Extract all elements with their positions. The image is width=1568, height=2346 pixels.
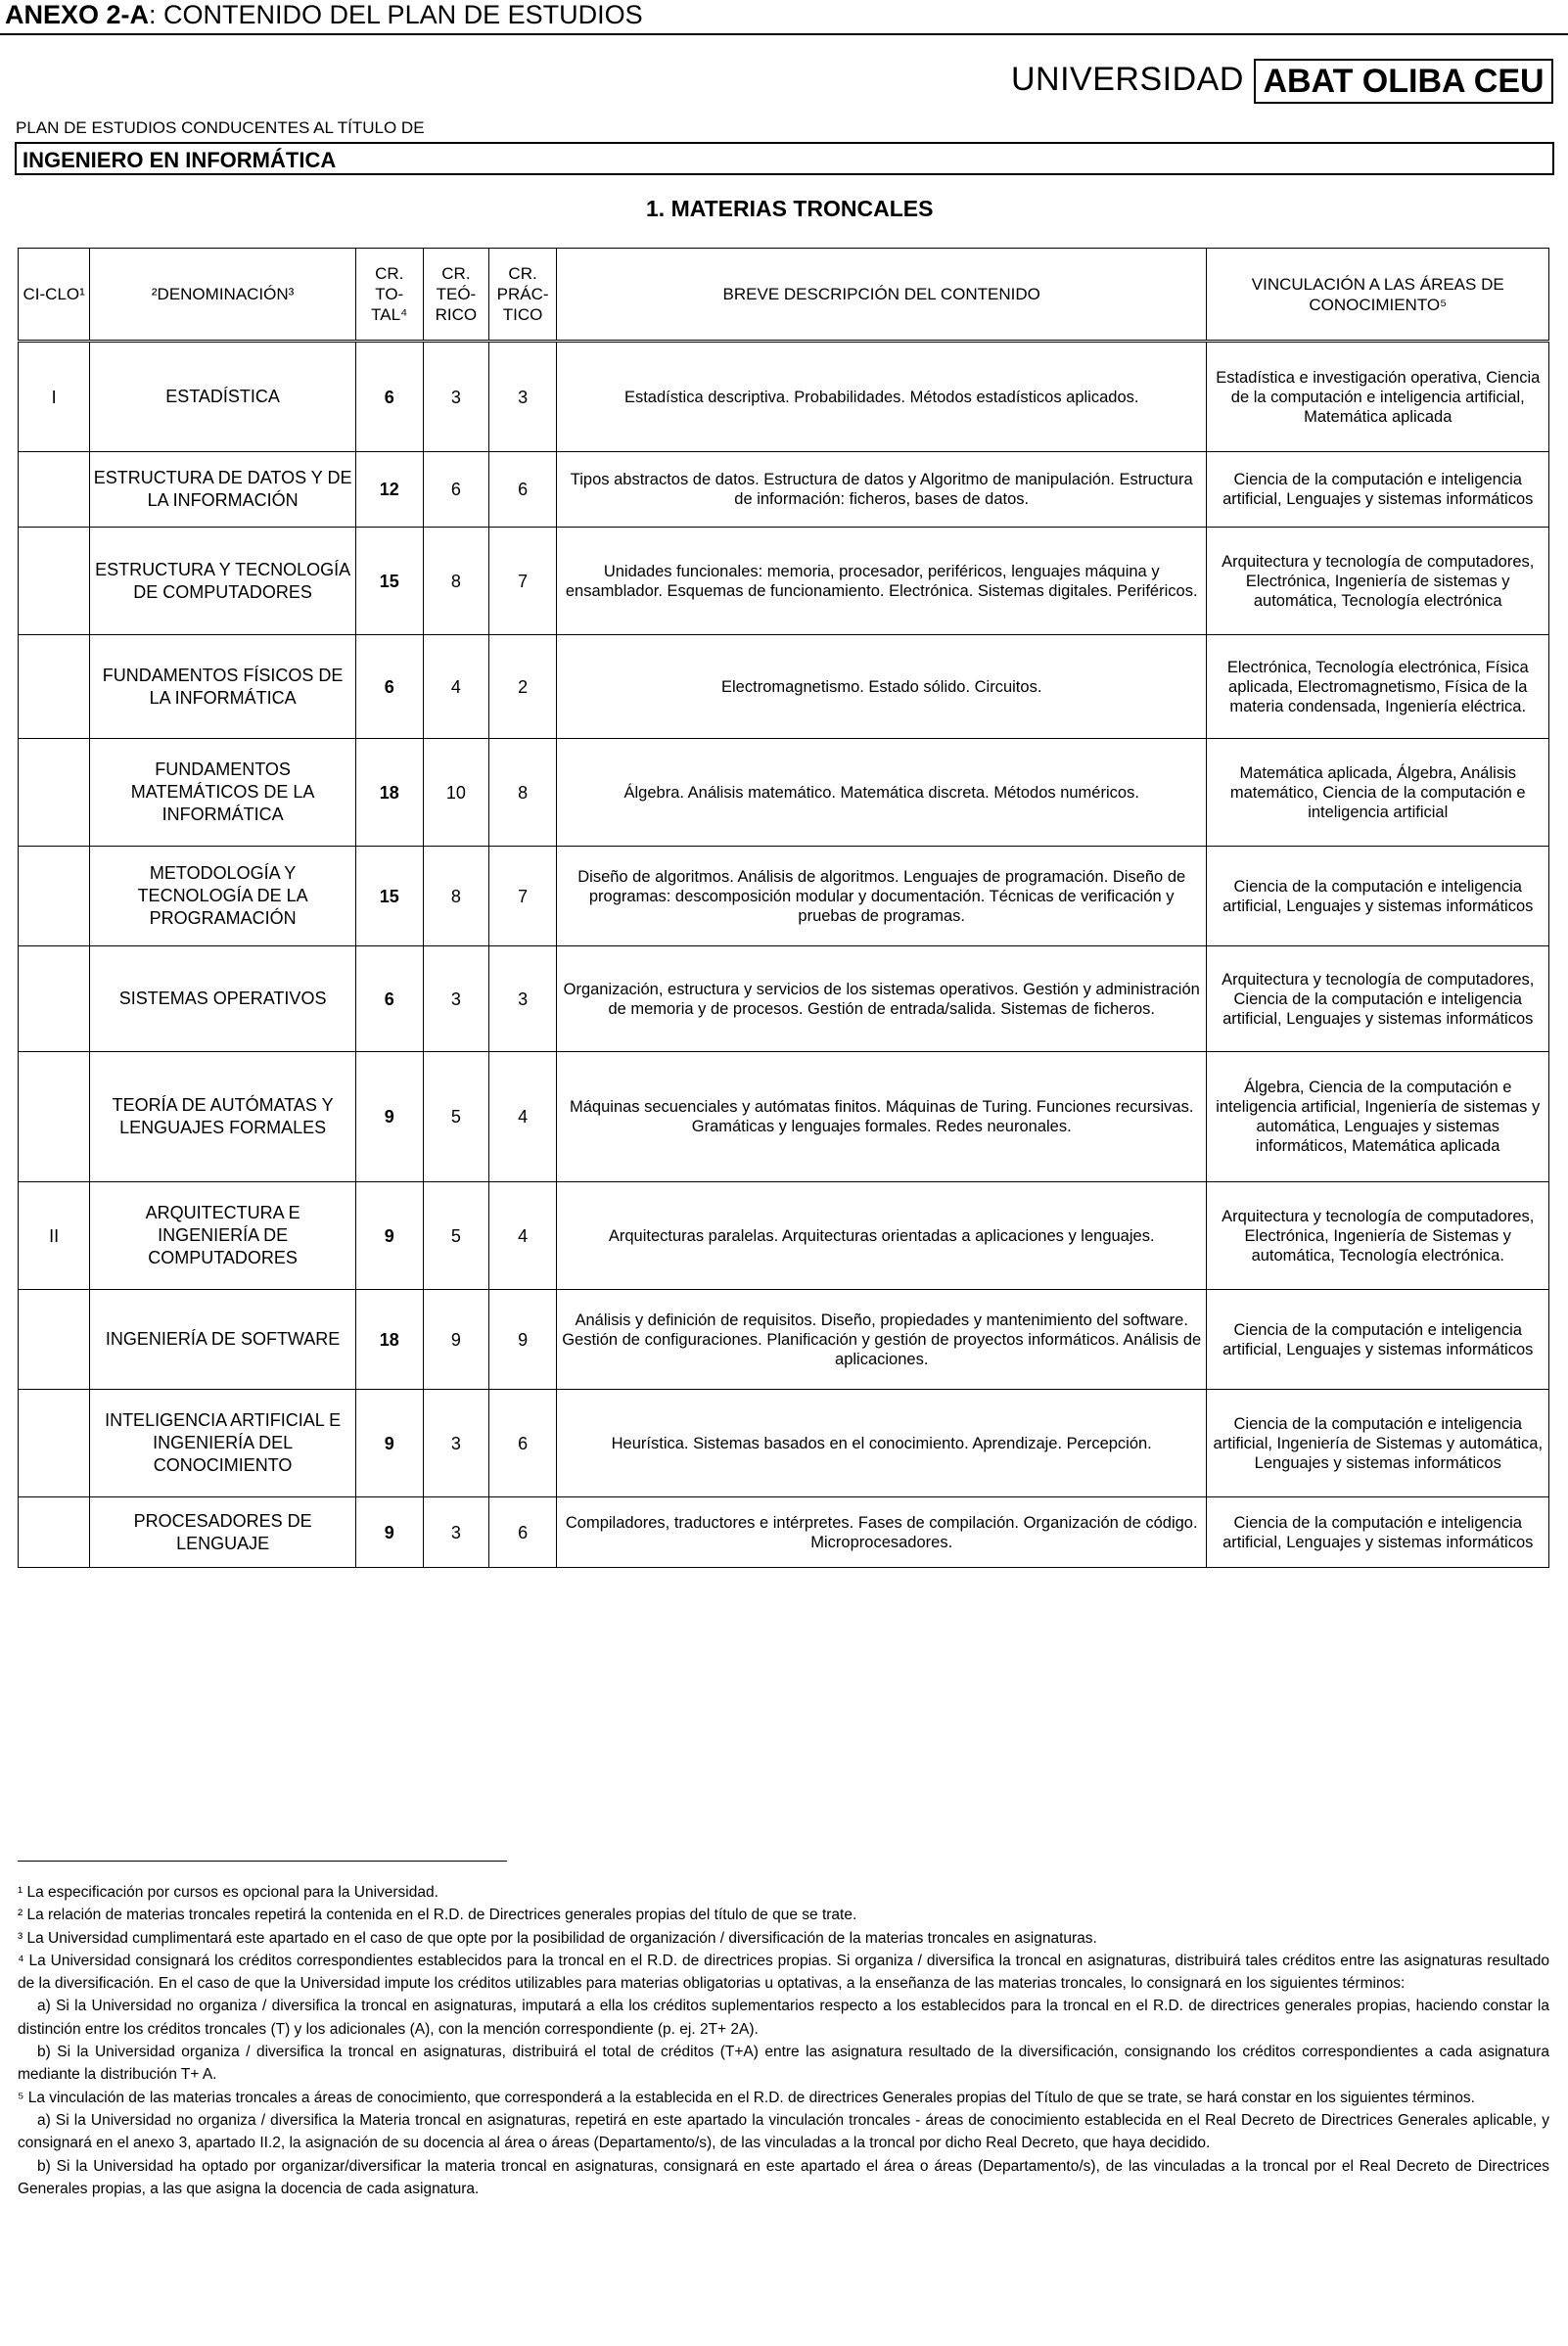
table-cell-vinculacion: Álgebra, Ciencia de la computación e inteligencia artificial, Ingeniería de sistemas y automática, Lenguajes y sistemas informáticos, Matemática aplicada (1207, 1052, 1549, 1182)
table-cell-cr-practico: 8 (489, 739, 557, 847)
table-cell-denominacion: METODOLOGÍA Y TECNOLOGÍA DE LA PROGRAMACIÓN (90, 847, 356, 946)
table-cell-vinculacion: Arquitectura y tecnología de computadores, Electrónica, Ingeniería de Sistemas y automática, Tecnología electrónica. (1207, 1182, 1549, 1290)
table-cell-cr-practico: 6 (489, 452, 557, 528)
footnote-4b: b) Si la Universidad organiza / diversifica la troncal en asignaturas, distribuirá el total de créditos (T+A) entre las asignatura resultado de la diversificación, consignando los créditos correspondientes a cada asignatura mediante la distribución T+ A. (18, 2044, 1549, 2084)
table-cell-descripcion: Estadística descriptiva. Probabilidades. Métodos estadísticos aplicados. (556, 342, 1207, 452)
table-cell-cr-practico: 3 (489, 946, 557, 1052)
footnote-5b: b) Si la Universidad ha optado por organizar/diversificar la materia troncal en asignaturas, consignará en este apartado el área o áreas (Departamento/s), de las vinculadas a la troncal por el Real Decreto de Directrices Generales propias, a las que asigna la docencia de cada asignatura. (18, 2157, 1549, 2197)
table-cell-ciclo (19, 1290, 90, 1390)
table-cell-ciclo (19, 1052, 90, 1182)
table-cell-cr-total: 9 (355, 1182, 423, 1290)
footnote-4a: a) Si la Universidad no organiza / diversifica la troncal en asignaturas, imputará a ella los créditos suplementarios respecto a los establecidos para la troncal en el R.D. de directrices generales propias, haciendo constar la distinción entre los créditos troncales (T) y los adicionales (A), con la mención correspondiente (p. ej. 2T+ 2A). (18, 1998, 1549, 2038)
annex-label: ANEXO 2-A (5, 0, 150, 29)
col-header-cr-practico: CR. PRÁC-TICO (489, 249, 557, 342)
col-header-cr-total: CR. TO-TAL⁴ (355, 249, 423, 342)
table-cell-cr-total: 9 (355, 1390, 423, 1497)
table-cell-cr-total: 15 (355, 847, 423, 946)
table-cell-cr-total: 9 (355, 1052, 423, 1182)
table-row (19, 739, 1549, 847)
table-cell-vinculacion: Arquitectura y tecnología de computadores, Ciencia de la computación e inteligencia artificial, Lenguajes y sistemas informáticos (1207, 946, 1549, 1052)
table-row (19, 1052, 1549, 1182)
table-cell-denominacion: ESTRUCTURA DE DATOS Y DE LA INFORMACIÓN (90, 452, 356, 528)
table-cell-descripcion: Electromagnetismo. Estado sólido. Circuitos. (556, 635, 1207, 739)
table-cell-cr-practico: 4 (489, 1182, 557, 1290)
table-cell-denominacion: INTELIGENCIA ARTIFICIAL E INGENIERÍA DEL CONOCIMIENTO (90, 1390, 356, 1497)
table-cell-ciclo (19, 1390, 90, 1497)
table-cell-vinculacion: Matemática aplicada, Álgebra, Análisis matemático, Ciencia de la computación e inteligencia artificial (1207, 739, 1549, 847)
table-cell-descripcion: Máquinas secuenciales y autómatas finitos. Máquinas de Turing. Funciones recursivas. Gramáticas y lenguajes formales. Redes neuronales. (556, 1052, 1207, 1182)
table-cell-vinculacion: Electrónica, Tecnología electrónica, Física aplicada, Electromagnetismo, Física de la materia condensada, Ingeniería eléctrica. (1207, 635, 1549, 739)
col-header-ciclo: CI-CLO¹ (19, 249, 90, 342)
table-cell-descripcion: Unidades funcionales: memoria, procesador, periféricos, lenguajes máquina y ensamblador. Esquemas de funcionamiento. Electrónica. Sistemas digitales. Periféricos. (556, 528, 1207, 635)
table-cell-cr-teorico: 9 (423, 1290, 489, 1390)
table-row (19, 635, 1549, 739)
table-row (19, 847, 1549, 946)
table-cell-cr-teorico: 3 (423, 1497, 489, 1568)
table-row (19, 452, 1549, 528)
table-cell-denominacion: TEORÍA DE AUTÓMATAS Y LENGUAJES FORMALES (90, 1052, 356, 1182)
table-cell-denominacion: FUNDAMENTOS FÍSICOS DE LA INFORMÁTICA (90, 635, 356, 739)
table-cell-denominacion: PROCESADORES DE LENGUAJE (90, 1497, 356, 1568)
table-cell-denominacion: INGENIERÍA DE SOFTWARE (90, 1290, 356, 1390)
table-cell-cr-practico: 6 (489, 1497, 557, 1568)
table-cell-cr-total: 6 (355, 635, 423, 739)
footnote-4: ⁴ La Universidad consignará los créditos correspondientes establecidos para la troncal en el R.D. de directrices propias. Si organiza / diversifica la troncal en asignaturas, distribuirá tales créditos entre las asignaturas resultado de la diversificación. En el caso de que la Universidad impute los créditos utilizables para materias obligatorias u optativas, a la enseñanza de las materias troncales, lo consignará en los siguientes términos: (18, 1952, 1549, 1993)
table-cell-cr-teorico: 5 (423, 1182, 489, 1290)
table-cell-ciclo (19, 739, 90, 847)
table-cell-ciclo (19, 528, 90, 635)
table-cell-cr-total: 6 (355, 946, 423, 1052)
col-header-vinculacion: VINCULACIÓN A LAS ÁREAS DE CONOCIMIENTO⁵ (1207, 249, 1549, 342)
annex-title: : CONTENIDO DEL PLAN DE ESTUDIOS (149, 0, 643, 29)
table-cell-cr-teorico: 8 (423, 847, 489, 946)
table-cell-cr-practico: 3 (489, 342, 557, 452)
table-cell-denominacion: SISTEMAS OPERATIVOS (90, 946, 356, 1052)
table-cell-cr-practico: 6 (489, 1390, 557, 1497)
table-cell-ciclo (19, 847, 90, 946)
table-cell-ciclo (19, 635, 90, 739)
footnote-rule (18, 1861, 507, 1862)
col-header-descripcion: BREVE DESCRIPCIÓN DEL CONTENIDO (556, 249, 1207, 342)
table-row (19, 946, 1549, 1052)
degree-title: INGENIERO EN INFORMÁTICA (15, 142, 1554, 175)
table-cell-descripcion: Diseño de algoritmos. Análisis de algoritmos. Lenguajes de programación. Diseño de programas: descomposición modular y documentación. Técnicas de verificación y pruebas de programas. (556, 847, 1207, 946)
table-cell-cr-total: 9 (355, 1497, 423, 1568)
footnote-5a: a) Si la Universidad no organiza / diversifica la Materia troncal en asignaturas, repetirá en este apartado la vinculación troncales - áreas de conocimiento establecida en el Real Decreto de Directrices Generales aplicable, y consignará en el anexo 3, apartado II.2, la asignación de su docencia al área o áreas (Departamento/s), de las vinculadas a la troncal por dicho Real Decreto, que haya decidido. (18, 2111, 1549, 2152)
table-cell-vinculacion: Ciencia de la computación e inteligencia artificial, Lenguajes y sistemas informáticos (1207, 847, 1549, 946)
col-header-cr-teorico: CR. TEÓ-RICO (423, 249, 489, 342)
table-row (19, 1390, 1549, 1497)
table-cell-vinculacion: Estadística e investigación operativa, Ciencia de la computación e inteligencia artificial, Matemática aplicada (1207, 342, 1549, 452)
table-cell-descripcion: Tipos abstractos de datos. Estructura de datos y Algoritmo de manipulación. Estructura de información: ficheros, bases de datos. (556, 452, 1207, 528)
table-cell-cr-total: 18 (355, 739, 423, 847)
footnote-3: ³ La Universidad cumplimentará este apartado en el caso de que opte por la posibilidad de organización / diversificación de la materias troncales en asignaturas. (18, 1929, 1097, 1947)
table-cell-cr-practico: 7 (489, 528, 557, 635)
table-cell-descripcion: Heurística. Sistemas basados en el conocimiento. Aprendizaje. Percepción. (556, 1390, 1207, 1497)
table-cell-descripcion: Álgebra. Análisis matemático. Matemática discreta. Métodos numéricos. (556, 739, 1207, 847)
table-row (19, 1290, 1549, 1390)
table-cell-denominacion: ESTADÍSTICA (90, 342, 356, 452)
table-cell-cr-teorico: 8 (423, 528, 489, 635)
table-cell-vinculacion: Arquitectura y tecnología de computadores, Electrónica, Ingeniería de sistemas y automática, Tecnología electrónica (1207, 528, 1549, 635)
table-cell-vinculacion: Ciencia de la computación e inteligencia artificial, Lenguajes y sistemas informáticos (1207, 1497, 1549, 1568)
table-cell-cr-teorico: 3 (423, 342, 489, 452)
table-cell-descripcion: Compiladores, traductores e intérpretes. Fases de compilación. Organización de código. Microprocesadores. (556, 1497, 1207, 1568)
table-cell-cr-practico: 4 (489, 1052, 557, 1182)
table-header-row (19, 249, 1549, 342)
table-cell-denominacion: ARQUITECTURA E INGENIERÍA DE COMPUTADORES (90, 1182, 356, 1290)
table-cell-descripcion: Organización, estructura y servicios de los sistemas operativos. Gestión y administración de memoria y de procesos. Gestión de entrada/salida. Sistemas de ficheros. (556, 946, 1207, 1052)
table-cell-cr-practico: 9 (489, 1290, 557, 1390)
annex-heading (5, 0, 643, 29)
table-cell-cr-teorico: 3 (423, 946, 489, 1052)
footnotes (18, 1881, 1549, 2200)
table-cell-cr-total: 15 (355, 528, 423, 635)
table-cell-cr-teorico: 6 (423, 452, 489, 528)
table-cell-vinculacion: Ciencia de la computación e inteligencia artificial, Lenguajes y sistemas informáticos (1207, 452, 1549, 528)
table-cell-cr-total: 18 (355, 1290, 423, 1390)
table-cell-ciclo (19, 1497, 90, 1568)
table-cell-descripcion: Análisis y definición de requisitos. Diseño, propiedades y mantenimiento del software. Gestión de configuraciones. Planificación y gestión de proyectos informáticos. Análisis de aplicaciones. (556, 1290, 1207, 1390)
table-row (19, 342, 1549, 452)
table-row (19, 1182, 1549, 1290)
table-cell-ciclo (19, 452, 90, 528)
table-cell-descripcion: Arquitecturas paralelas. Arquitecturas orientadas a aplicaciones y lenguajes. (556, 1182, 1207, 1290)
table-cell-cr-total: 12 (355, 452, 423, 528)
table-cell-vinculacion: Ciencia de la computación e inteligencia artificial, Lenguajes y sistemas informáticos (1207, 1290, 1549, 1390)
table-cell-ciclo: II (19, 1182, 90, 1290)
footnote-2: ² La relación de materias troncales repetirá la contenida en el R.D. de Directrices generales propias del título de que se trate. (18, 1907, 857, 1924)
section-title: 1. MATERIAS TRONCALES (646, 196, 934, 221)
table-row (19, 1497, 1549, 1568)
col-header-denominacion: ²DENOMINACIÓN³ (90, 249, 356, 342)
table-cell-cr-teorico: 10 (423, 739, 489, 847)
table-cell-cr-teorico: 5 (423, 1052, 489, 1182)
table-cell-denominacion: FUNDAMENTOS MATEMÁTICOS DE LA INFORMÁTICA (90, 739, 356, 847)
university-name: ABAT OLIBA CEU (1254, 59, 1553, 104)
table-cell-ciclo: I (19, 342, 90, 452)
table-cell-cr-practico: 2 (489, 635, 557, 739)
table-row (19, 528, 1549, 635)
university-word: UNIVERSIDAD (1011, 61, 1244, 98)
table-cell-cr-teorico: 3 (423, 1390, 489, 1497)
table-cell-cr-practico: 7 (489, 847, 557, 946)
table-cell-vinculacion: Ciencia de la computación e inteligencia artificial, Ingeniería de Sistemas y automática, Lenguajes y sistemas informáticos (1207, 1390, 1549, 1497)
footnote-1: ¹ La especificación por cursos es opcional para la Universidad. (18, 1884, 438, 1901)
table-cell-cr-total: 6 (355, 342, 423, 452)
table-cell-denominacion: ESTRUCTURA Y TECNOLOGÍA DE COMPUTADORES (90, 528, 356, 635)
materias-troncales-table (18, 248, 1549, 1568)
header-rule (0, 33, 1568, 35)
footnote-5: ⁵ La vinculación de las materias troncales a áreas de conocimiento, que corresponderá a la establecida en el R.D. de directrices Generales propias del Título de que se trate, se hará constar en los siguientes términos. (18, 2089, 1475, 2106)
table-cell-cr-teorico: 4 (423, 635, 489, 739)
table-cell-ciclo (19, 946, 90, 1052)
plan-label: PLAN DE ESTUDIOS CONDUCENTES AL TÍTULO DE (16, 118, 425, 137)
